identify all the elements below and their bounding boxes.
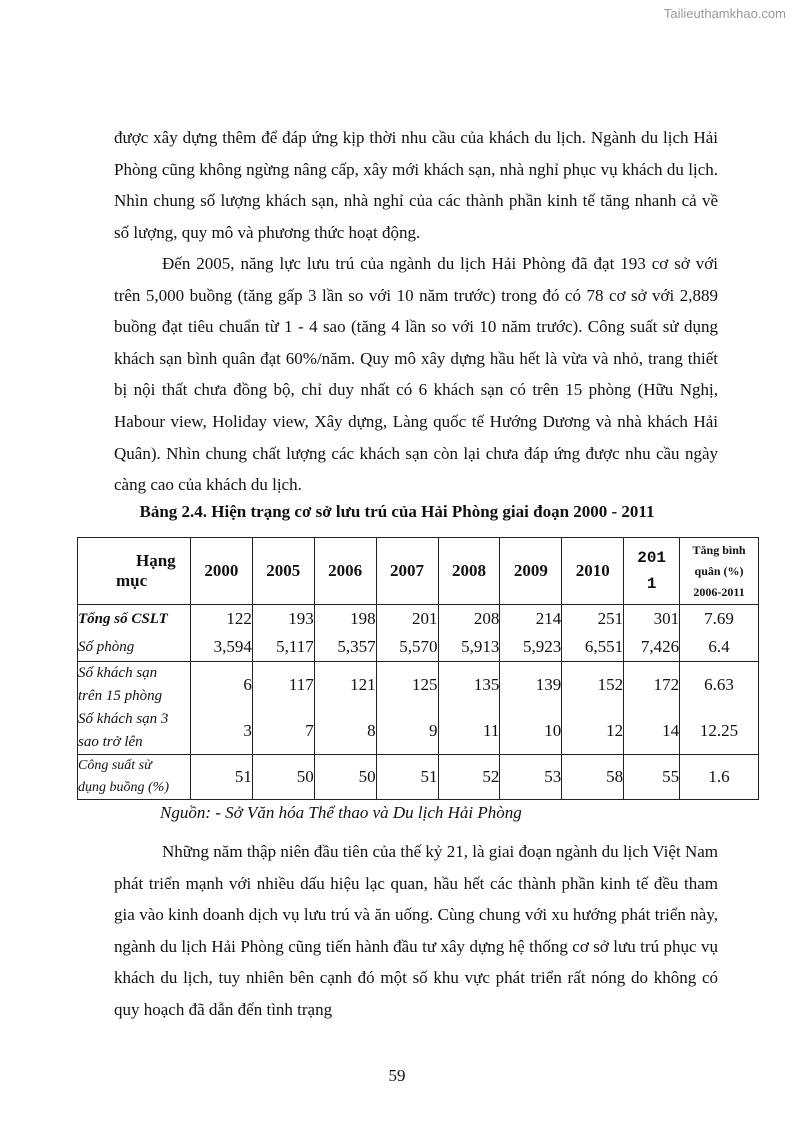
table-cell: 193 5,117 [252, 605, 314, 662]
header-year: 2005 [252, 538, 314, 605]
table-cell: 214 5,923 [500, 605, 562, 662]
header-category: Hạng mục [78, 538, 191, 605]
header-year: 2006 [314, 538, 376, 605]
table-row [78, 605, 759, 662]
table-cell: 201 5,570 [376, 605, 438, 662]
table-cell: 121 8 [314, 662, 376, 755]
table-row [78, 755, 759, 800]
table-cell: 6 3 [190, 662, 252, 755]
table-cell: 135 11 [438, 662, 500, 755]
table-cell: 198 5,357 [314, 605, 376, 662]
page-number: 59 [388, 1066, 406, 1085]
table-cell: 53 [500, 755, 562, 800]
table-cell: 117 7 [252, 662, 314, 755]
table-cell-growth: 1.6 [680, 755, 759, 800]
table-source: Nguồn: - Sở Văn hóa Thể thao và Du lịch Hải Phòng [160, 803, 522, 822]
row-label: Tổng số CSLT Số phòng [78, 605, 191, 662]
header-year: 2000 [190, 538, 252, 605]
accommodation-table [77, 537, 759, 800]
table-cell: 50 [314, 755, 376, 800]
table-cell: 172 14 [624, 662, 680, 755]
table-caption: Bảng 2.4. Hiện trạng cơ sở lưu trú của Hải Phòng giai đoạn 2000 - 2011 [139, 502, 655, 521]
paragraph-3: Những năm thập niên đầu tiên của thế kỷ 21, là giai đoạn ngành du lịch Việt Nam phát triển mạnh với nhiều dấu hiệu lạc quan, hầu hết các thành phần kinh tế đều tham gia vào kinh doanh dịch vụ lưu trú và ăn uống. Cùng chung với xu hướng phát triển này, ngành du lịch Hải Phòng cũng tiến hành đầu tư xây dựng hệ thống cơ sở lưu trú phục vụ khách du lịch, tuy nhiên bên cạnh đó một số khu vực phát triển rất nóng do không có quy hoạch đã dẫn đến tình trạng [114, 842, 718, 1019]
watermark: Tailieuthamkhao.com [663, 6, 786, 21]
table-cell: 52 [438, 755, 500, 800]
table-cell: 58 [562, 755, 624, 800]
table-cell: 51 [376, 755, 438, 800]
header-growth: Tăng bình quân (%) 2006-2011 [680, 538, 759, 605]
header-year: 2009 [500, 538, 562, 605]
header-year: 2007 [376, 538, 438, 605]
table-cell: 208 5,913 [438, 605, 500, 662]
header-year-2011: 201 1 [624, 538, 680, 605]
paragraph-2: Đến 2005, năng lực lưu trú của ngành du lịch Hải Phòng đã đạt 193 cơ sở với trên 5,000 buồng (tăng gấp 3 lần so với 10 năm trước) trong đó có 78 cơ sở với 2,889 buồng đạt tiêu chuẩn từ 1 - 4 sao (tăng 4 lần so với 10 năm trước). Công suất sử dụng khách sạn bình quân đạt 60%/năm. Quy mô xây dựng hầu hết là vừa và nhỏ, trang thiết bị nội thất chưa đồng bộ, chỉ duy nhất có 6 khách sạn có trên 15 phòng (Hữu Nghị, Habour view, Holiday view, Xây dựng, Làng quốc tế Hướng Dương và nhà khách Hải Quân). Nhìn chung chất lượng các khách sạn còn lại chưa đáp ứng được nhu cầu ngày càng cao của khách du lịch. [114, 254, 718, 495]
table-cell: 50 [252, 755, 314, 800]
table-cell: 139 10 [500, 662, 562, 755]
row-label: Số khách sạn trên 15 phòng Số khách sạn 3 sao trở lên [78, 662, 191, 755]
paragraph-1: được xây dựng thêm để đáp ứng kịp thời nhu cầu của khách du lịch. Ngành du lịch Hải Phòng cũng không ngừng nâng cấp, xây mới khách sạn, nhà nghỉ phục vụ khách du lịch. Nhìn chung số lượng khách sạn, nhà nghỉ của các thành phần kinh tế tăng nhanh cả về số lượng, quy mô và phương thức hoạt động. [114, 128, 718, 242]
table-cell-growth: 7.69 6.4 [680, 605, 759, 662]
table-cell-growth: 6.63 12.25 [680, 662, 759, 755]
row-label: Công suất sử dụng buồng (%) [78, 755, 191, 800]
header-year: 2008 [438, 538, 500, 605]
table-cell: 122 3,594 [190, 605, 252, 662]
table-cell: 301 7,426 [624, 605, 680, 662]
table-cell: 152 12 [562, 662, 624, 755]
header-year: 2010 [562, 538, 624, 605]
table-cell: 51 [190, 755, 252, 800]
table-cell: 251 6,551 [562, 605, 624, 662]
table-header-row [78, 538, 759, 605]
table-cell: 55 [624, 755, 680, 800]
table-row [78, 662, 759, 755]
table-cell: 125 9 [376, 662, 438, 755]
